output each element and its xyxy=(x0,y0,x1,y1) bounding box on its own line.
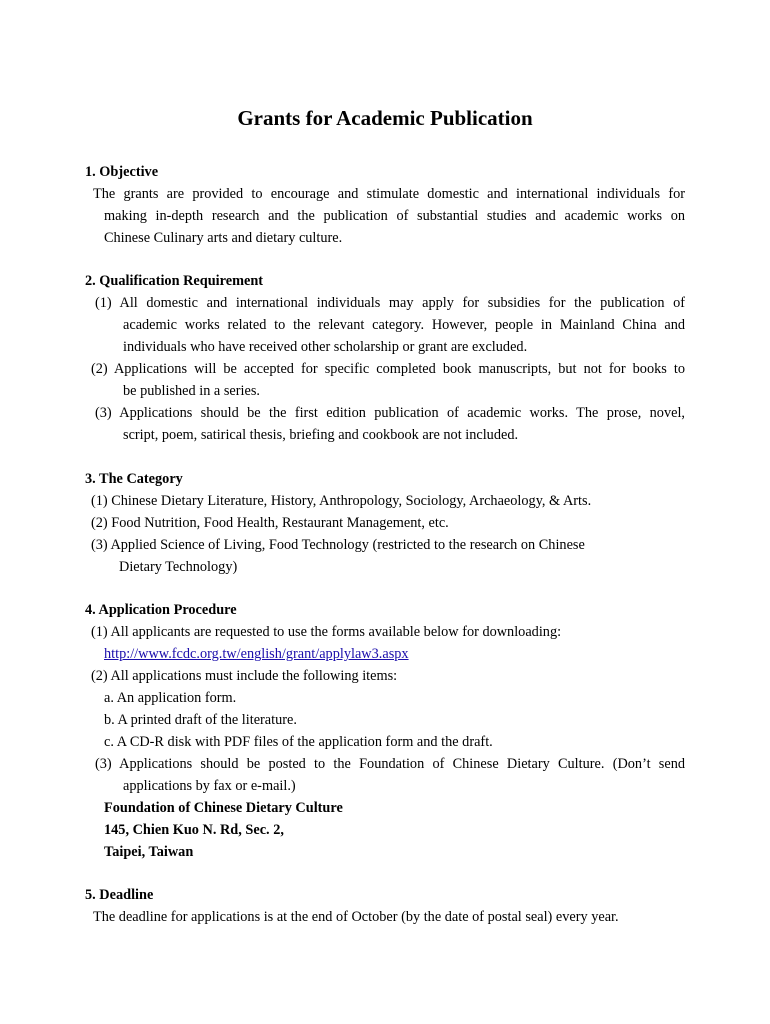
list-item: (2) Applications will be accepted for specific completed book manuscripts, but not for books to xyxy=(91,361,685,377)
section-heading: 2. Qualification Requirement xyxy=(85,273,264,289)
list-item-continuation: be published in a series. xyxy=(123,383,260,399)
section-heading: 4. Application Procedure xyxy=(85,602,237,618)
section-heading: 3. The Category xyxy=(85,471,183,487)
list-item: (3) Applications should be the first edition publication of academic works. The prose, novel, xyxy=(95,405,685,421)
list-item: (3) Applications should be posted to the Foundation of Chinese Dietary Culture. (Don’t send xyxy=(95,756,685,772)
list-item-continuation: academic works related to the relevant category. However, people in Mainland China and xyxy=(123,317,685,333)
section-procedure xyxy=(85,599,685,863)
sub-list-item: b. A printed draft of the literature. xyxy=(104,712,297,728)
section-heading: 5. Deadline xyxy=(85,887,154,903)
list-item: (1) All domestic and international individuals may apply for subsidies for the publication of xyxy=(95,295,685,311)
paragraph-line: making in-depth research and the publication of substantial studies and academic works on xyxy=(104,208,685,224)
paragraph-line: The grants are provided to encourage and stimulate domestic and international individuals for xyxy=(93,186,685,202)
list-item: (2) All applications must include the following items: xyxy=(91,668,398,684)
paragraph-line: Chinese Culinary arts and dietary culture. xyxy=(104,230,343,246)
sub-list-item: c. A CD-R disk with PDF files of the application form and the draft. xyxy=(104,734,493,750)
list-item: (1) All applicants are requested to use the forms available below for downloading: xyxy=(91,624,562,640)
section-objective xyxy=(85,161,685,249)
list-item-continuation: Dietary Technology) xyxy=(119,559,238,575)
address-line: 145, Chien Kuo N. Rd, Sec. 2, xyxy=(104,822,284,838)
section-deadline xyxy=(85,884,685,928)
download-link-line xyxy=(85,643,685,665)
list-item-continuation: individuals who have received other scholarship or grant are excluded. xyxy=(123,339,528,355)
address-line: Foundation of Chinese Dietary Culture xyxy=(104,800,343,816)
list-item: (3) Applied Science of Living, Food Technology (restricted to the research on Chinese xyxy=(91,537,585,553)
section-heading: 1. Objective xyxy=(85,164,159,180)
section-category xyxy=(85,468,685,578)
list-item: (1) Chinese Dietary Literature, History, Anthropology, Sociology, Archaeology, & Arts. xyxy=(91,493,592,509)
list-item-continuation: applications by fax or e-mail.) xyxy=(123,778,296,794)
sub-list-item: a. An application form. xyxy=(104,690,237,706)
list-item-continuation: script, poem, satirical thesis, briefing and cookbook are not included. xyxy=(123,427,519,443)
paragraph-line: The deadline for applications is at the end of October (by the date of postal seal) every year. xyxy=(93,909,619,925)
document-title: Grants for Academic Publication xyxy=(237,106,533,130)
section-qualification xyxy=(85,270,685,446)
list-item: (2) Food Nutrition, Food Health, Restaurant Management, etc. xyxy=(91,515,449,531)
download-forms-link[interactable]: http://www.fcdc.org.tw/english/grant/applylaw3.aspx xyxy=(104,646,409,662)
address-line: Taipei, Taiwan xyxy=(104,844,194,860)
